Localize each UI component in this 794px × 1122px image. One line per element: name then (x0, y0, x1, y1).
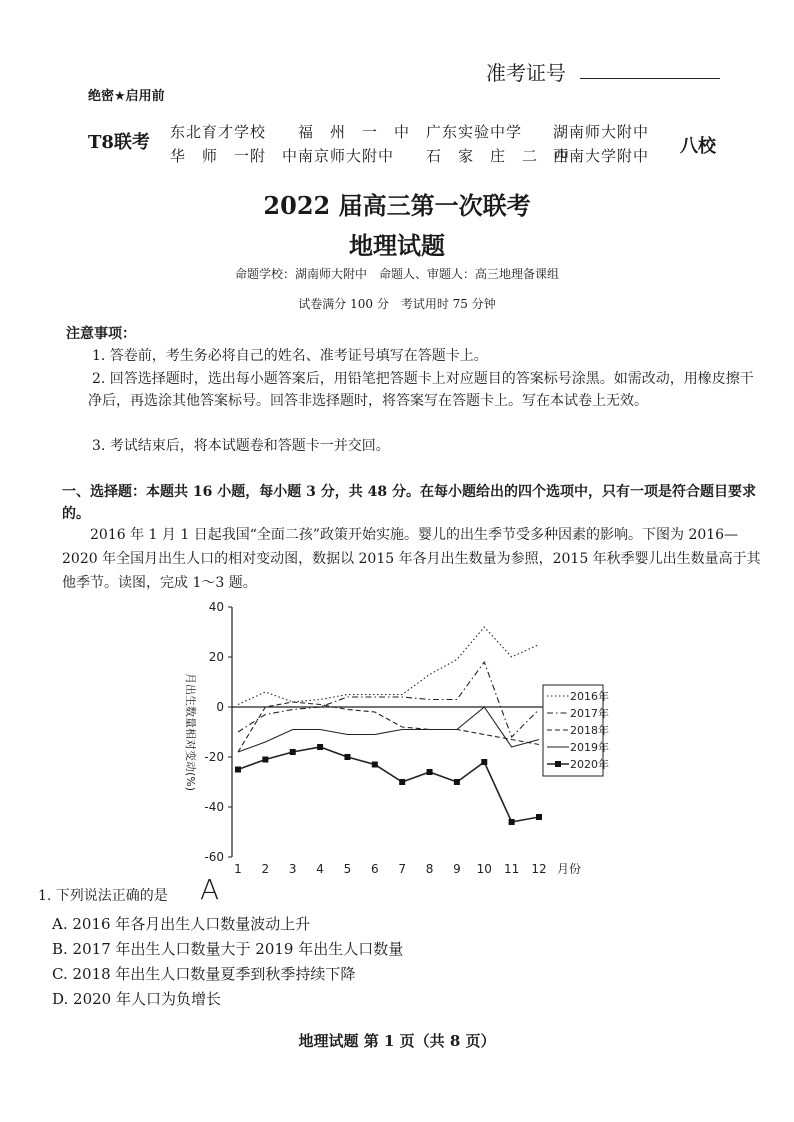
data-point-marker (372, 762, 378, 768)
y-tick-label: -40 (204, 800, 224, 814)
x-tick-label: 5 (343, 862, 352, 876)
school-name: 西南大学附中 (553, 147, 650, 165)
legend-label: 2017年 (570, 707, 609, 720)
eight-schools-label: 八校 (680, 136, 716, 157)
option-a: A. 2016 年各月出生人口数量波动上升 (52, 915, 311, 933)
handwritten-answer: A (200, 873, 220, 906)
option-c: C. 2018 年出生人口数量夏季到秋季持续下降 (52, 965, 356, 983)
legend-label: 2016年 (570, 690, 609, 703)
data-point-marker (536, 814, 542, 820)
x-tick-label: 8 (425, 862, 434, 876)
exam-title: 2022 届高三第一次联考 (263, 191, 531, 220)
x-tick-label: 3 (288, 862, 297, 876)
school-name: 广东实验中学 (426, 123, 523, 141)
data-point-marker (509, 819, 515, 825)
y-tick-label: 0 (216, 700, 224, 714)
x-tick-label: 9 (453, 862, 461, 876)
score-time-line: 试卷满分 100 分 考试用时 75 分钟 (298, 297, 496, 311)
subject-title: 地理试题 (349, 231, 445, 260)
legend-label: 2019年 (570, 741, 609, 754)
series-line-2020年 (238, 747, 539, 822)
series-line-2018年 (238, 702, 539, 752)
x-tick-label: 7 (398, 862, 407, 876)
legend-label: 2018年 (570, 724, 609, 737)
admission-number-blank (580, 78, 720, 79)
option-d: D. 2020 年人口为负增长 (52, 990, 221, 1008)
y-tick-label: -20 (204, 750, 224, 764)
x-tick-label: 12 (531, 862, 547, 876)
school-name: 东北育才学校 (170, 123, 267, 141)
y-tick-label: -60 (204, 850, 224, 864)
notes-heading: 注意事项： (66, 326, 136, 342)
series-line-2019年 (238, 707, 539, 752)
school-name: 湖南师大附中 (553, 123, 650, 141)
note-item: 1. 答卷前，考生务必将自己的姓名、准考证号填写在答题卡上。 (92, 348, 488, 364)
data-point-marker (454, 779, 460, 785)
school-name: 石 家 庄 二 中 (426, 147, 571, 165)
x-tick-label: 4 (316, 862, 324, 876)
admission-number-label: 准考证号 (486, 61, 566, 85)
x-tick-label: 11 (503, 862, 520, 876)
birth-change-chart (175, 595, 615, 880)
legend-label: 2020年 (570, 758, 609, 771)
x-tick-label: 6 (370, 862, 379, 876)
y-tick-label: 40 (208, 600, 224, 614)
question-intro: 2016 年 1 月 1 日起我国“全面二孩”政策开始实施。婴儿的出生季节受多种因素的影响。下图为 2016—2020 年全国月出生人口的相对变动图，数据以 2015 年各月出生数量为参照，2015 年秋季婴儿出生数量高于其他季节。读图，完成 1～3 题。 (62, 527, 761, 591)
data-point-marker (481, 759, 487, 765)
x-tick-label: 2 (261, 862, 270, 876)
exam-alliance-label: T8联考 (88, 132, 150, 153)
secret-mark: 绝密★启用前 (88, 89, 165, 104)
data-point-marker (427, 769, 433, 775)
page-footer: 地理试题 第 1 页（共 8 页） (298, 1032, 496, 1050)
data-point-marker (344, 754, 350, 760)
data-point-marker (317, 744, 323, 750)
data-point-marker (235, 767, 241, 773)
section-heading: 一、选择题：本题共 16 小题，每小题 3 分，共 48 分。在每小题给出的四个选项中，只有一项是符合题目要求的。 (62, 484, 756, 522)
y-tick-label: 20 (208, 650, 224, 664)
y-axis-label: 月出生数量相对变动(%) (184, 672, 197, 792)
legend-marker (555, 761, 561, 767)
series-line-2016年 (238, 627, 539, 705)
note-item: 2. 回答选择题时，选出每小题答案后，用铅笔把答题卡上对应题目的答案标号涂黑。如需改动，用橡皮擦干净后，再选涂其他答案标号。回答非选择题时，将答案写在答题卡上。写在本试卷上无效。 (88, 371, 754, 409)
x-axis-label: 月份 (557, 862, 582, 876)
question-1-stem: 1. 下列说法正确的是 (38, 888, 168, 904)
note-item: 3. 考试结束后，将本试题卷和答题卡一并交回。 (92, 438, 390, 454)
school-name: 华 师 一附 中 (170, 147, 299, 165)
x-tick-label: 10 (476, 862, 492, 876)
school-name: 南京师大附中 (298, 147, 395, 165)
data-point-marker (262, 757, 268, 763)
data-point-marker (399, 779, 405, 785)
series-line-2017年 (238, 662, 539, 737)
data-point-marker (290, 749, 296, 755)
proposer-line: 命题学校：湖南师大附中 命题人、审题人：高三地理备课组 (234, 267, 559, 281)
x-tick-label: 1 (234, 862, 242, 876)
school-name: 福 州 一 中 (298, 123, 411, 141)
option-b: B. 2017 年出生人口数量大于 2019 年出生人口数量 (52, 940, 404, 958)
